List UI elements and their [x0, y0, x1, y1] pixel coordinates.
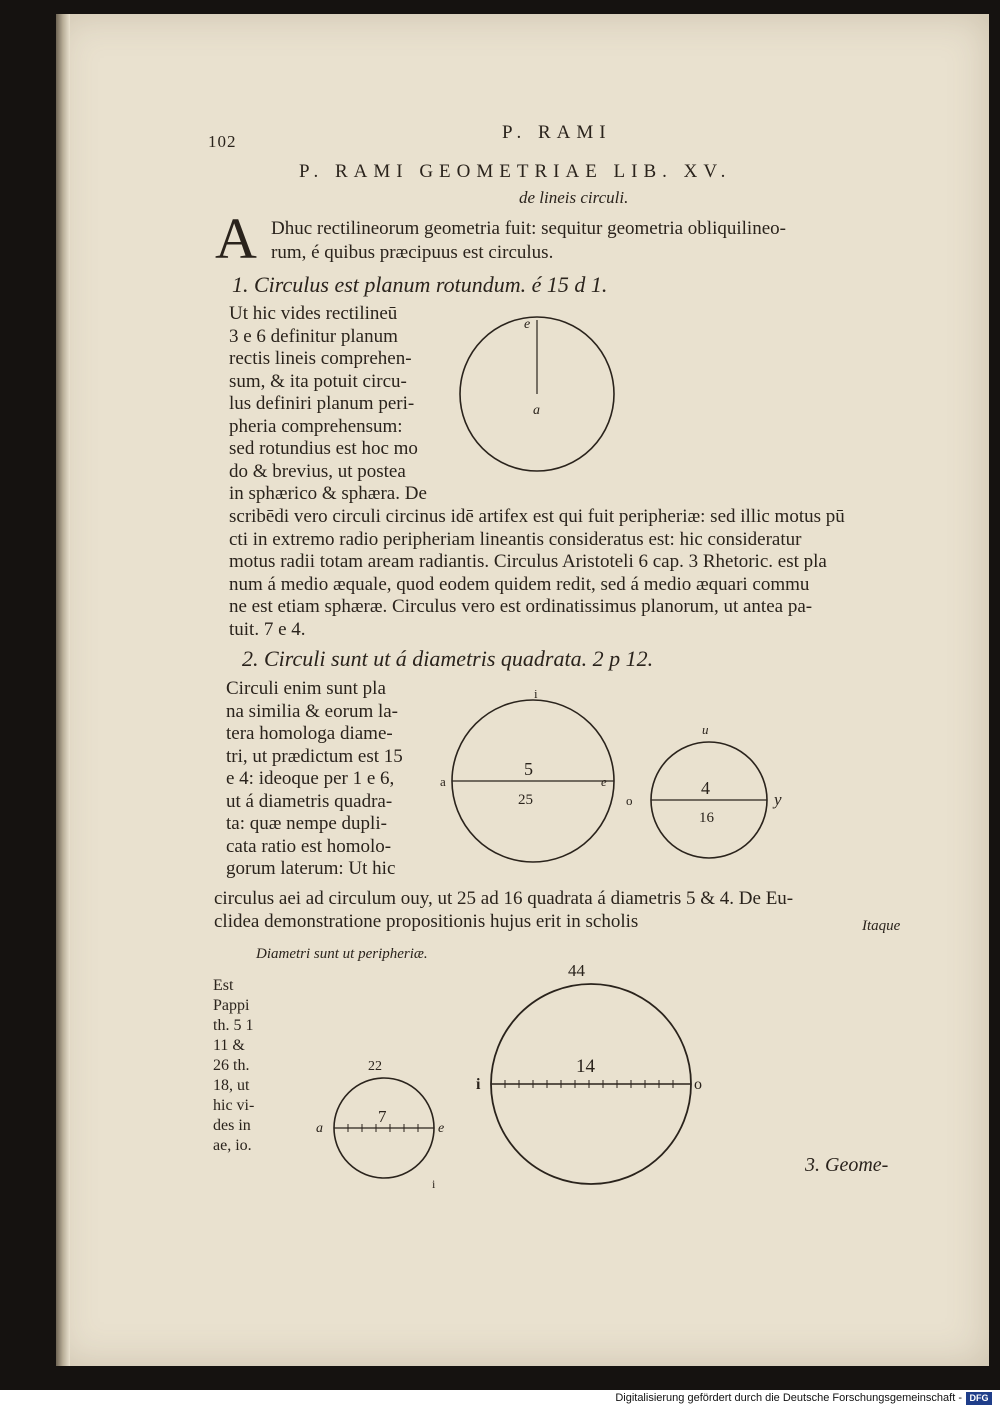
figure-label-i: i [476, 1076, 481, 1093]
text-line: do & brevius, ut postea [229, 460, 406, 482]
margin-note [213, 976, 254, 1156]
text-line: ne est etiam sphæræ. Circulus vero est ordinatissimus planorum, ut antea pa- [229, 596, 813, 617]
text-line: tera homologa diame- [226, 723, 393, 744]
circumference-value: 44 [568, 961, 585, 980]
figure-label-e: e [524, 317, 531, 332]
intro-line-2: rum, é quibus præcipuus est circulus. [271, 242, 554, 263]
figure-label-a: a [440, 774, 446, 789]
text-line: hic vi- [213, 1097, 255, 1114]
circumference-value: 22 [368, 1059, 382, 1074]
folio-number: 102 [208, 132, 237, 151]
figure-label-a: a [533, 403, 540, 418]
text-line: des in [213, 1117, 251, 1134]
circle-figure-aei [436, 690, 616, 880]
text-line: sum, & ita potuit circu- [229, 370, 407, 392]
intro-line-1: Dhuc rectilineorum geometria fuit: sequitur geometria obliquilineo- [271, 218, 786, 239]
figure-label-a: a [316, 1121, 323, 1136]
drop-cap: A [215, 206, 257, 271]
figure-label-i: i [534, 690, 538, 701]
text-line: 26 th. [213, 1057, 250, 1074]
text-line: rectis lineis comprehen- [229, 348, 412, 369]
page-gutter-shadow [56, 14, 70, 1366]
figure-label-y: y [774, 790, 782, 809]
text-line: circulus aei ad circulum ouy, ut 25 ad 16 quadrata á diametris 5 & 4. De Eu- [214, 888, 794, 909]
text-line: 3 e 6 definitur planum [229, 325, 398, 347]
page-subtitle: de lineis circuli. [519, 188, 629, 207]
catchword: 3. Geome- [805, 1154, 889, 1176]
figure-label-o: o [694, 1076, 702, 1093]
diameter-value: 14 [576, 1056, 595, 1077]
text-line: sed rotundius est hoc mo [229, 438, 418, 459]
figure-label-o: o [626, 793, 633, 808]
text-line: na similia & eorum la- [226, 700, 399, 722]
text-line: tuit. 7 e 4. [229, 618, 306, 640]
text-line: ae, io. [213, 1137, 252, 1154]
page-title: P. RAMI GEOMETRIAE LIB. XV. [299, 161, 732, 182]
figure-label-e: e [601, 774, 607, 789]
proposition-2-heading: 2. Circuli sunt ut á diametris quadrata. 2 p 12. [242, 646, 654, 671]
text-line: th. 5 1 [213, 1017, 254, 1034]
diameter-value: 4 [701, 778, 710, 798]
circle-figure-small-22 [306, 1054, 466, 1194]
text-line: lus definiri planum peri- [229, 393, 415, 414]
text-line: in sphærico & sphæra. De [229, 483, 427, 504]
text-line: num á medio æquale, quod eodem quidem redit, sed á medio æquari commu [229, 573, 810, 595]
text-line: clidea demonstratione propositionis hujus erit in scholis [214, 910, 639, 932]
text-line: cti in extremo radio peripheriam lineantis consideratus est: hic consideratur [229, 528, 802, 550]
text-line: ut á diametris quadra- [226, 790, 393, 812]
figure-label-e: e [438, 1121, 445, 1136]
figure-label-i: i [432, 1177, 436, 1191]
book-page [56, 14, 989, 1366]
prop1-full-text [229, 506, 845, 641]
text-line: motus radii totam aream radiantis. Circulus Aristoteli 6 cap. 3 Rhetoric. est pla [229, 551, 827, 572]
text-line: Ut hic vides rectilineū [229, 303, 398, 324]
running-head: P. RAMI [502, 122, 612, 143]
text-line: gorum laterum: Ut hic [226, 858, 396, 879]
text-line: Circuli enim sunt pla [226, 678, 386, 699]
diameter-value: 5 [524, 759, 533, 779]
area-value: 25 [518, 792, 533, 808]
circle-figure-ouy [616, 716, 806, 866]
area-value: 16 [699, 810, 714, 826]
catchword-itaque: Itaque [862, 918, 901, 934]
text-line: scribēdi vero circuli circinus idē artifex est qui fuit peripheriæ: sed illic motus pū [229, 506, 845, 527]
figure-label-u: u [702, 722, 709, 737]
diameter-value: 7 [378, 1107, 387, 1126]
text-line: cata ratio est homolo- [226, 835, 392, 857]
proposition-1-heading: 1. Circulus est planum rotundum. é 15 d 1. [232, 272, 608, 297]
credit-bar [0, 1390, 1000, 1408]
circle-figure-large-44 [472, 958, 712, 1188]
text-line: Est [213, 977, 234, 994]
diametri-note: Diametri sunt ut peripheriæ. [256, 946, 428, 962]
text-line: 18, ut [213, 1077, 250, 1094]
text-line: Pappi [213, 997, 250, 1014]
text-line: pheria comprehensum: [229, 415, 403, 437]
credit-text: Digitalisierung gefördert durch die Deutsche Forschungsgemeinschaft - [615, 1392, 962, 1404]
text-line: e 4: ideoque per 1 e 6, [226, 768, 395, 789]
text-line: 11 & [213, 1037, 245, 1054]
text-line: ta: quæ nempe dupli- [226, 813, 387, 834]
text-line: tri, ut prædictum est 15 [226, 745, 403, 767]
circle-figure-1 [444, 310, 634, 476]
prop2-full-text [214, 888, 793, 933]
dfg-logo-icon[interactable]: DFG [966, 1392, 992, 1405]
